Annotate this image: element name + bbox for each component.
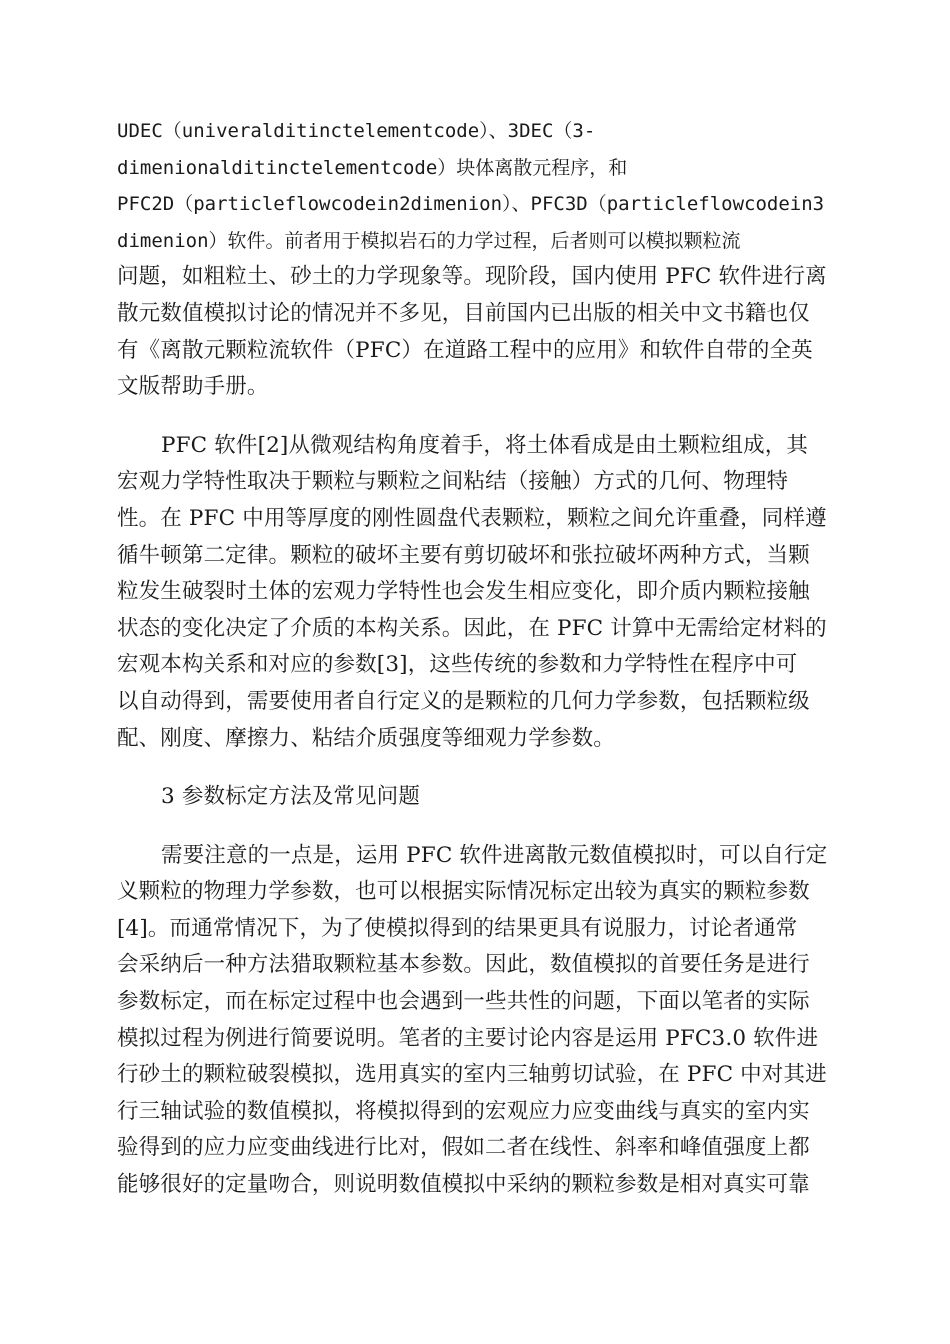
paragraph-calibration	[117, 838, 839, 1204]
document-page	[117, 113, 839, 1204]
text-line: 参数标定，而在标定过程中也会遇到一些共性的问题，下面以笔者的实际	[117, 989, 810, 1015]
text-line: dimenionalditinctelementcode）块体离散元程序，和	[117, 156, 628, 179]
text-line: 宏观本构关系和对应的参数[3]，这些传统的参数和力学特性在程序中可	[117, 652, 798, 678]
text-line: PFC 软件[2]从微观结构角度着手，将土体看成是由土颗粒组成，其	[161, 432, 809, 458]
text-line: 状态的变化决定了介质的本构关系。因此，在 PFC 计算中无需给定材料的	[117, 615, 827, 641]
text-line: UDEC（univeralditinctelementcode）、3DEC（3-	[117, 120, 596, 142]
text-line: 宏观力学特性取决于颗粒与颗粒之间粘结（接触）方式的几何、物理特	[117, 469, 789, 495]
text-line: 模拟过程为例进行简要说明。笔者的主要讨论内容是运用 PFC3.0 软件进	[117, 1025, 819, 1051]
text-line: 粒发生破裂时土体的宏观力学特性也会发生相应变化，即介质内颗粒接触	[117, 579, 810, 605]
text-line: 义颗粒的物理力学参数，也可以根据实际情况标定出较为真实的颗粒参数	[117, 879, 810, 905]
text-line: 文版帮助手册。	[117, 374, 269, 400]
text-line: 行三轴试验的数值模拟，将模拟得到的宏观应力应变曲线与真实的室内实	[117, 1098, 810, 1124]
text-line: PFC2D（particleflowcodein2dimenion）、PFC3D（particleflowcodein3	[117, 193, 825, 216]
text-line: dimenion）软件。前者用于模拟岩石的力学过程，后者则可以模拟颗粒流	[117, 229, 741, 252]
text-line: 配、刚度、摩擦力、粘结介质强度等细观力学参数。	[117, 725, 615, 751]
text-line: 验得到的应力应变曲线进行比对，假如二者在线性、斜率和峰值强度上都	[117, 1135, 810, 1161]
text-line: 需要注意的一点是，运用 PFC 软件进离散元数值模拟时，可以自行定	[161, 842, 828, 868]
text-line: 有《离散元颗粒流软件（PFC）在道路工程中的应用》和软件自带的全英	[117, 337, 813, 363]
text-line: 行砂土的颗粒破裂模拟，选用真实的室内三轴剪切试验，在 PFC 中对其进	[117, 1062, 827, 1088]
text-line: 以自动得到，需要使用者自行定义的是颗粒的几何力学参数，包括颗粒级	[117, 688, 810, 714]
paragraph-intro	[117, 113, 839, 406]
text-line: 循牛顿第二定律。颗粒的破坏主要有剪切破坏和张拉破坏两种方式，当颗	[117, 542, 810, 568]
text-line: 问题，如粗粒土、砂土的力学现象等。现阶段，国内使用 PFC 软件进行离	[117, 264, 827, 290]
section-title: 3 参数标定方法及常见问题	[161, 784, 420, 810]
text-line: 性。在 PFC 中用等厚度的刚性圆盘代表颗粒，颗粒之间允许重叠，同样遵	[117, 505, 827, 531]
text-line: 能够很好的定量吻合，则说明数值模拟中采纳的颗粒参数是相对真实可靠	[117, 1172, 810, 1198]
text-line: 会采纳后一种方法猎取颗粒基本参数。因此，数值模拟的首要任务是进行	[117, 952, 810, 978]
text-line: 散元数值模拟讨论的情况并不多见，目前国内已出版的相关中文书籍也仅	[117, 300, 810, 326]
section-heading	[117, 779, 839, 816]
paragraph-pfc-software	[117, 428, 839, 757]
text-line: [4]。而通常情况下，为了使模拟得到的结果更具有说服力，讨论者通常	[117, 915, 798, 941]
